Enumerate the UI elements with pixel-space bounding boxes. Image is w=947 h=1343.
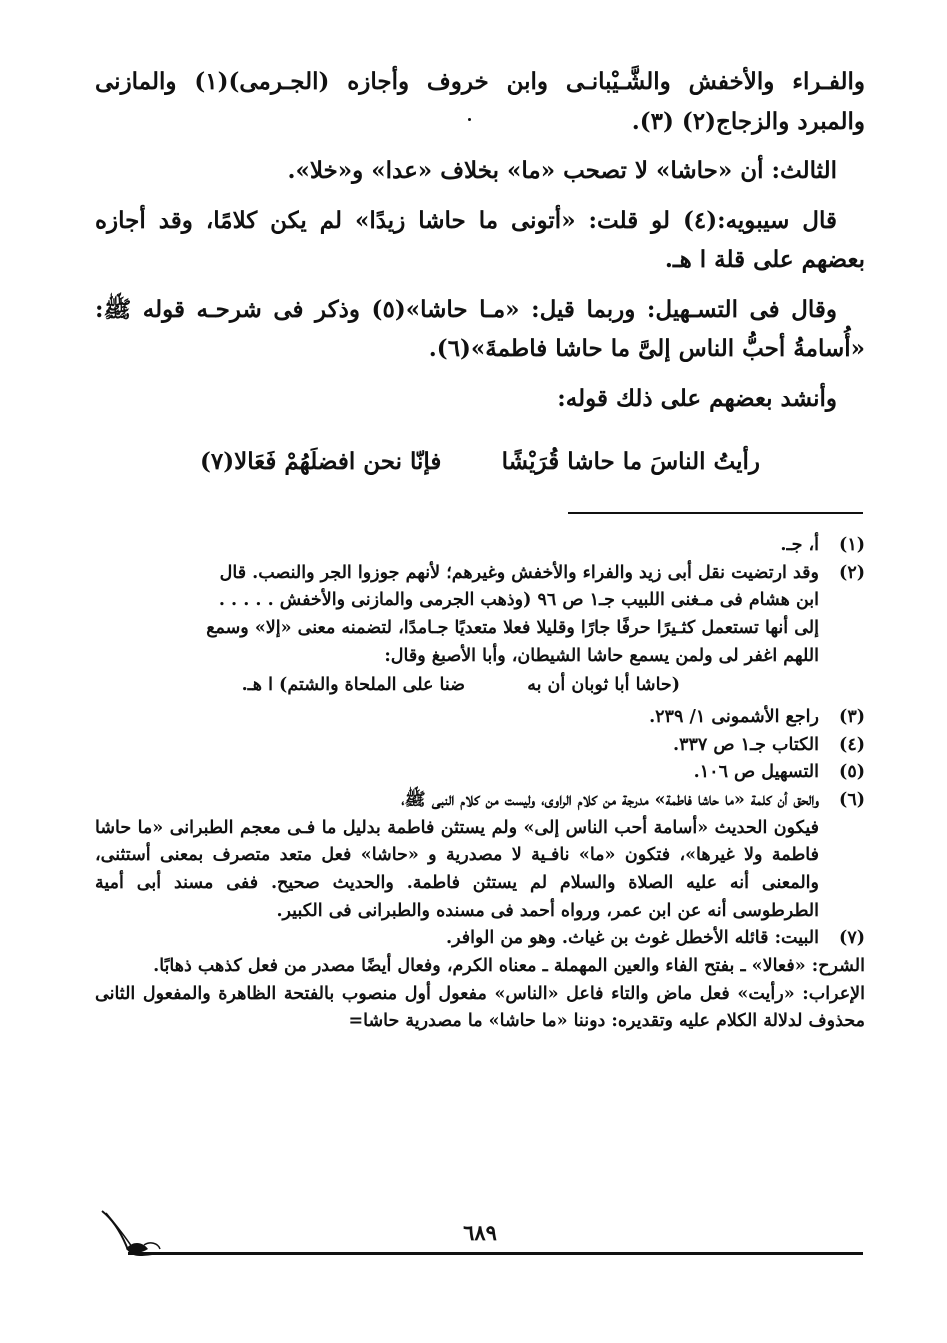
- paragraph-3: قال سيبويه:(٤) لو قلت: «أتونى ما حاشا زيدًا» لم يكن كلامًا، وقد أجازه بعضهم على قلة ا هـ.: [95, 206, 865, 274]
- main-text: [95, 62, 865, 428]
- footnote-3: [95, 704, 865, 732]
- footnotes: [95, 532, 865, 1036]
- footnote-6: [95, 787, 865, 815]
- paragraph-2: الثالث: أن «حاشا» لا تصحب «ما» بخلاف «عدا» و«خلا».: [287, 157, 837, 185]
- footnote-verse-hemistich-2: ضنا على الملحاة والشتم) ا هـ.: [241, 675, 465, 696]
- verse-hemistich-1: رأيتُ الناسَ ما حاشا قُرَيْشًا: [501, 448, 760, 475]
- verse-hemistich-2: فإنّا نحن افضلَهُمْ فَعَالا(٧): [200, 448, 442, 475]
- poetry-verse: [200, 448, 760, 488]
- footnote-2: [95, 560, 865, 588]
- paragraph-4: وقال فى التسـهيل: وربما قيل: «مـا حاشا»(٥) وذكر فى شرحـه قوله ﷺ: «أُسامةُ أحبُّ الناس إلىَّ ما حاشا فاطمةَ»(٦).: [95, 295, 865, 363]
- paragraph-5: وأنشد بعضهم على ذلك قوله:: [557, 384, 837, 412]
- footnote-text: الكتاب جـ١ ص ٣٣٧.: [672, 734, 819, 755]
- footnote-number: (٣): [839, 707, 865, 728]
- footnote-number: (١): [839, 535, 865, 555]
- footnote-1: [95, 532, 865, 560]
- footnote-2-verse: [95, 672, 865, 702]
- footnote-text: راجع الأشمونى ١/ ٢٣٩.: [649, 707, 819, 728]
- footnote-6-continuation: فيكون الحديث «أسامة أحب الناس إلى» ولم يستثن فاطمة بدليل ما فـى معجم الطبرانى «ما حاشا فاطمة ولا غيرها»، فتكون «ما» نافـية لا مصدرية و «حاشا» فعل متعد متصرف بمعنى أستثنى، والمعنى أنه عليه الصلاة والسلام لم يستثن فاطمة. والحديث صحيح. ففى مسند أبى أمية الطرطوسى أنه عن ابن عمر، ورواه أحمد فى مسنده والطبرانى فى الكبير.: [95, 817, 819, 921]
- sharh-explanation: الشرح: «فعالا» ـ بفتح الفاء والعين المهملة ـ معناه الكرم، وفعال أيضًا مصدر من فعل كذهب ذهابًا.: [153, 955, 865, 976]
- footnote-verse-hemistich-1: (حاشا أبا ثوبان أن به: [527, 675, 680, 696]
- footnote-number: (٤): [839, 734, 865, 755]
- footnote-text: والحق أن كلمة «ما حاشا فاطمة» مدرجة من كلام الراوى، وليست من كلام النبى ﷺ،: [401, 790, 819, 811]
- footnote-text: التسهيل ص ١٠٦.: [693, 762, 819, 783]
- footnote-number: (٦): [839, 790, 865, 811]
- print-speck: [468, 118, 471, 121]
- footnote-5: [95, 759, 865, 787]
- footnote-2-continuation: ابن هشام فى مـغنى اللبيب جـ١ ص ٩٦ (وذهب الجرمى والمازنى والأخفش . . . . . إلى أنها تستعمل كثـيرًا حرفًا جارًا وقليلا فعلا متعديًا جـامدًا، لتضمنه معنى «إلا» وسمع اللهم اغفر لى ولمن يسمع حاشا الشيطان، وأبا الأصبغ وقال:: [206, 590, 819, 666]
- footnote-separator: [568, 512, 863, 514]
- footnote-text: البيت: قائله الأخطل غوث بن غياث. وهو من الوافر.: [446, 928, 819, 949]
- quill-ornament-icon: [98, 1205, 178, 1265]
- footnote-number: (٥): [839, 762, 865, 783]
- irab-parsing: الإعراب: «رأيت» فعل ماض والتاء فاعل «الناس» مفعول أول منصوب بالفتحة الظاهرة والمفعول الثانى محذوف لدلالة الكلام عليه وتقديره: دوننا «ما حاشا» ما مصدرية حاشا=: [95, 983, 865, 1032]
- footnote-4: [95, 732, 865, 760]
- paragraph-1: والفـراء والأخفش والشَّـيْبانـى وابن خروف وأجازه (الجـرمى)(١) والمازنى والمبرد والزجاج(٢) (٣).: [95, 68, 865, 135]
- footnote-text: أ، جـ.: [780, 535, 819, 555]
- footnote-text: وقد ارتضيت نقل أبى زيد والفراء والأخفش وغيرهم؛ لأنهم جوزوا الجر والنصب. قال: [219, 562, 819, 583]
- footnote-number: (٢): [839, 562, 865, 583]
- footnote-7: [95, 925, 865, 953]
- footer-rule: [128, 1252, 863, 1255]
- footnote-number: (٧): [839, 928, 865, 949]
- page-number: ٦٨٩: [463, 1220, 497, 1245]
